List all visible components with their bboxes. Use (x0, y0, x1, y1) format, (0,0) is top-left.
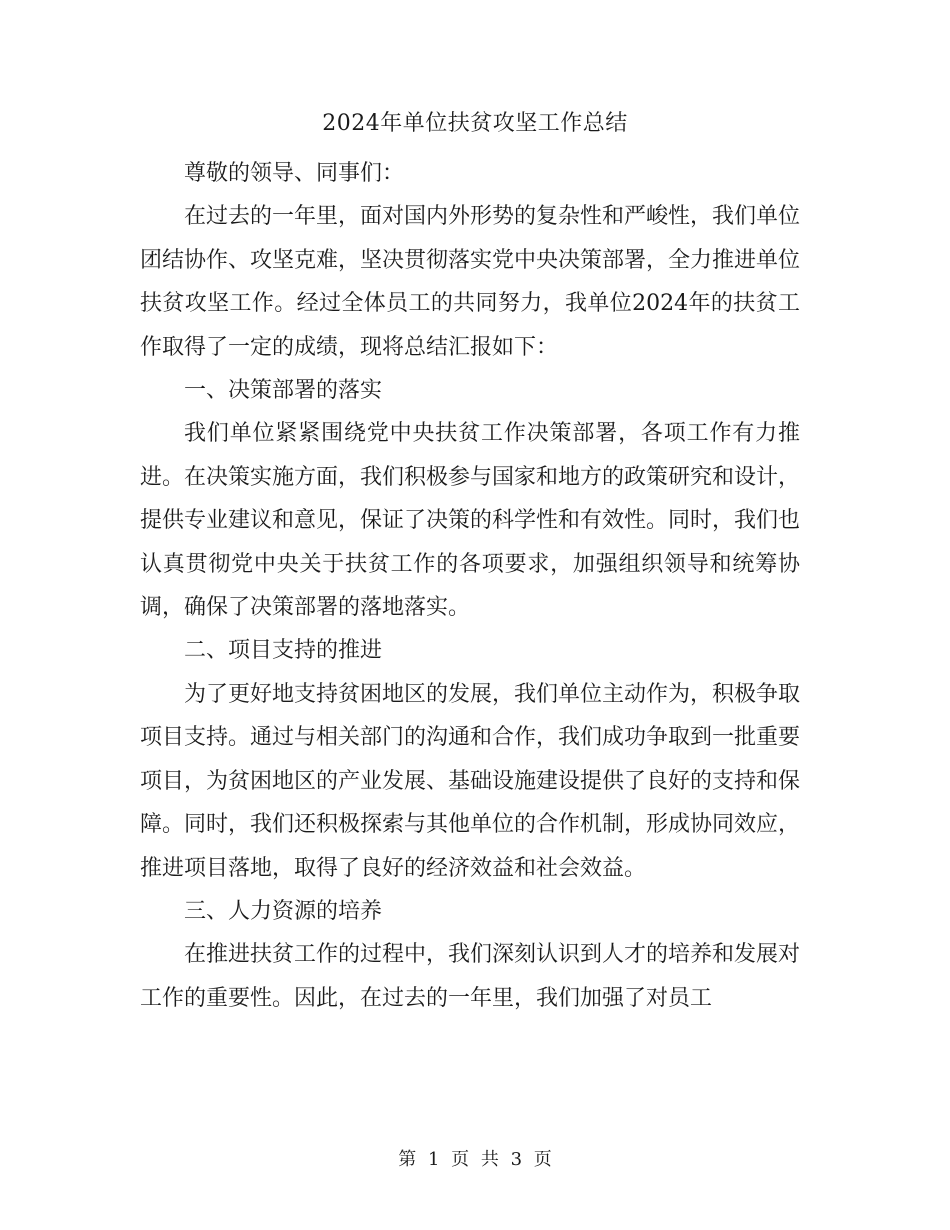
paragraph-section-3: 在推进扶贫工作的过程中，我们深刻认识到人才的培养和发展对工作的重要性。因此，在过去的一年里，我们加强了对员工 (140, 942, 801, 1011)
paragraph-salutation: 尊敬的领导、同事们： (184, 161, 405, 186)
paragraph-intro: 在过去的一年里，面对国内外形势的复杂性和严峻性，我们单位团结协作、攻坚克难，坚决贯彻落实党中央决策部署，全力推进单位扶贫攻坚工作。经过全体员工的共同努力，我单位2024年的扶贫工作取得了一定的成绩，现将总结汇报如下： (140, 204, 801, 360)
paragraph-section-1: 我们单位紧紧围绕党中央扶贫工作决策部署，各项工作有力推进。在决策实施方面，我们积极参与国家和地方的政策研究和设计，提供专业建议和意见，保证了决策的科学性和有效性。同时，我们也认真贯彻党中央关于扶贫工作的各项要求，加强组织领导和统筹协调，确保了决策部署的落地落实。 (140, 421, 801, 621)
document-body (140, 152, 800, 1020)
section-heading-2: 二、项目支持的推进 (184, 638, 383, 664)
document-title: 2024年单位扶贫攻坚工作总结 (322, 111, 628, 136)
page-number-footer: 第 1 页 共 3 页 (398, 1149, 552, 1170)
paragraph-section-2: 为了更好地支持贫困地区的发展，我们单位主动作为，积极争取项目支持。通过与相关部门的沟通和合作，我们成功争取到一批重要项目，为贫困地区的产业发展、基础设施建设提供了良好的支持和保障。同时，我们还积极探索与其他单位的合作机制，形成协同效应，推进项目落地，取得了良好的经济效益和社会效益。 (140, 681, 801, 881)
section-heading-3: 三、人力资源的培养 (184, 898, 383, 924)
section-heading-1: 一、决策部署的落实 (184, 378, 383, 404)
